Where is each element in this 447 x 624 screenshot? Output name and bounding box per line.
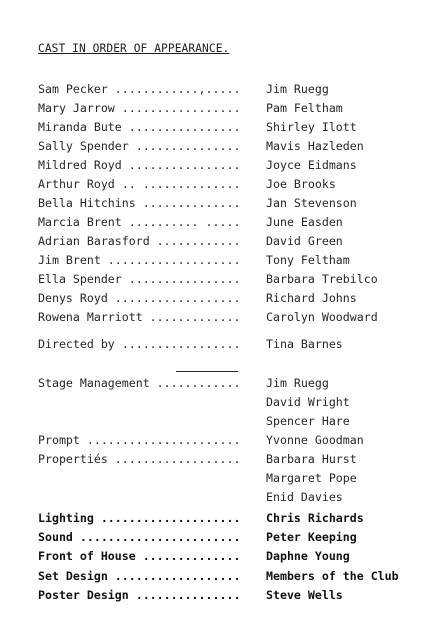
technical-name: Daphne Young — [266, 549, 350, 563]
actor-name: David Green — [266, 234, 343, 248]
crew-role: Propertiés .................. — [38, 452, 241, 466]
actor-name: Tony Feltham — [266, 253, 350, 267]
crew-name: Yvonne Goodman — [266, 433, 364, 447]
character-name: Miranda Bute ................ — [38, 120, 241, 134]
crew-name: Spencer Hare — [266, 414, 350, 428]
character-name: Sally Spender ............... — [38, 139, 241, 153]
crew-name: Jim Ruegg — [266, 376, 329, 390]
actor-name: Joyce Eidmans — [266, 158, 357, 172]
crew-name: Barbara Hurst — [266, 452, 357, 466]
character-name: Bella Hitchins .............. — [38, 196, 241, 210]
technical-name: Peter Keeping — [266, 530, 357, 544]
character-name: Sam Pecker ............,..... — [38, 82, 241, 96]
actor-name: Richard Johns — [266, 291, 357, 305]
technical-role: Poster Design ............... — [38, 588, 241, 602]
cast-heading: CAST IN ORDER OF APPEARANCE. — [38, 42, 230, 55]
actor-name: Carolyn Woodward — [266, 310, 378, 324]
actor-name: Barbara Trebilco — [266, 272, 378, 286]
character-name: Mary Jarrow ................. — [38, 101, 241, 115]
technical-role: Set Design .................. — [38, 569, 241, 583]
technical-role: Front of House .............. — [38, 549, 241, 563]
character-name: Adrian Barasford ............ — [38, 234, 241, 248]
actor-name: Jim Ruegg — [266, 82, 329, 96]
character-name: Mildred Royd ................ — [38, 158, 241, 172]
character-name: Ella Spender ................ — [38, 272, 241, 286]
character-name: Arthur Royd .. .............. — [38, 177, 241, 191]
section-divider — [176, 371, 238, 372]
actor-name: Joe Brooks — [266, 177, 336, 191]
technical-name: Chris Richards — [266, 511, 364, 525]
technical-name: Steve Wells — [266, 588, 343, 602]
director-name: Tina Barnes — [266, 337, 343, 351]
crew-name: David Wright — [266, 395, 350, 409]
actor-name: Shirley Ilott — [266, 120, 357, 134]
character-name: Jim Brent ................... — [38, 253, 241, 267]
character-name: Marcia Brent .......... ..... — [38, 215, 241, 229]
actor-name: June Easden — [266, 215, 343, 229]
technical-name: Members of the Club — [266, 569, 399, 583]
director-label: Directed by ................. — [38, 337, 241, 351]
technical-role: Sound ....................... — [38, 530, 241, 544]
character-name: Rowena Marriott ............. — [38, 310, 241, 324]
crew-role: Stage Management ............ — [38, 376, 241, 390]
technical-role: Lighting .................... — [38, 511, 241, 525]
crew-name: Margaret Pope — [266, 471, 357, 485]
crew-role: Prompt ...................... — [38, 433, 241, 447]
character-name: Denys Royd .................. — [38, 291, 241, 305]
actor-name: Pam Feltham — [266, 101, 343, 115]
actor-name: Mavis Hazleden — [266, 139, 364, 153]
crew-name: Enid Davies — [266, 490, 343, 504]
actor-name: Jan Stevenson — [266, 196, 357, 210]
